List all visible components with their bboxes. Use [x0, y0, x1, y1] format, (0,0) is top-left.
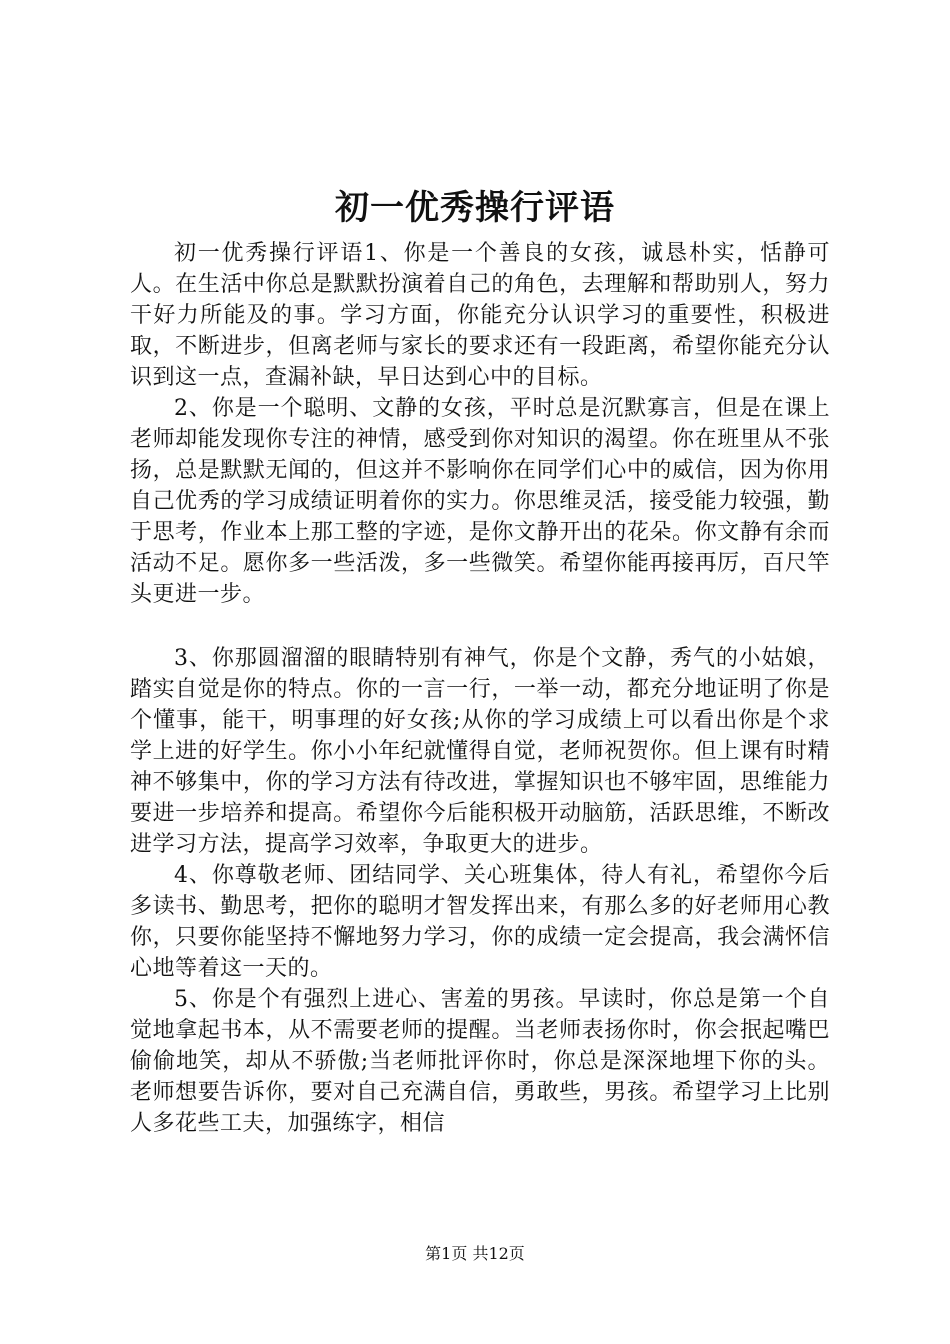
- document-title: 初一优秀操行评语: [335, 188, 615, 228]
- paragraph-1: 初一优秀操行评语1、你是一个善良的女孩，诚恳朴实，恬静可人。在生活中你总是默默扮演着自己的角色，去理解和帮助别人，努力干好力所能及的事。学习方面，你能充分认识学习的重要性，积极进取，不断进步，但离老师与家长的要求还有一段距离，希望你能充分认识到这一点，查漏补缺，早日达到心中的目标。: [130, 241, 830, 390]
- paragraph-2: 2、你是一个聪明、文静的女孩，平时总是沉默寡言，但是在课上老师却能发现你专注的神情，感受到你对知识的渴望。你在班里从不张扬，总是默默无闻的，但这并不影响你在同学们心中的威信，因为你用自己优秀的学习成绩证明着你的实力。你思维灵活，接受能力较强，勤于思考，作业本上那工整的字迹，是你文静开出的花朵。你文静有余而活动不足。愿你多一些活泼，多一些微笑。希望你能再接再厉，百尺竿头更进一步。: [130, 396, 830, 607]
- paragraph-4: 4、你尊敬老师、团结同学、关心班集体，待人有礼，希望你今后多读书、勤思考，把你的聪明才智发挥出来，有那么多的好老师用心教你，只要你能坚持不懈地努力学习，你的成绩一定会提高，我会满怀信心地等着这一天的。: [130, 863, 830, 981]
- document-body: [130, 238, 830, 1139]
- paragraph-3: 3、你那圆溜溜的眼睛特别有神气，你是个文静，秀气的小姑娘，踏实自觉是你的特点。你的一言一行，一举一动，都充分地证明了你是个懂事，能干，明事理的好女孩;从你的学习成绩上可以看出你是个求学上进的好学生。你小小年纪就懂得自觉，老师祝贺你。但上课有时精神不够集中，你的学习方法有待改进，掌握知识也不够牢固，思维能力要进一步培养和提高。希望你今后能积极开动脑筋，活跃思维，不断改进学习方法，提高学习效率，争取更大的进步。: [130, 646, 830, 857]
- page-footer: 第1页 共12页: [425, 1244, 525, 1263]
- paragraph-5: 5、你是个有强烈上进心、害羞的男孩。早读时，你总是第一个自觉地拿起书本，从不需要老师的提醒。当老师表扬你时，你会抿起嘴巴偷偷地笑，却从不骄傲;当老师批评你时，你总是深深地埋下你的头。老师想要告诉你，要对自己充满自信，勇敢些，男孩。希望学习上比别人多花些工夫，加强练字，相信: [130, 987, 830, 1136]
